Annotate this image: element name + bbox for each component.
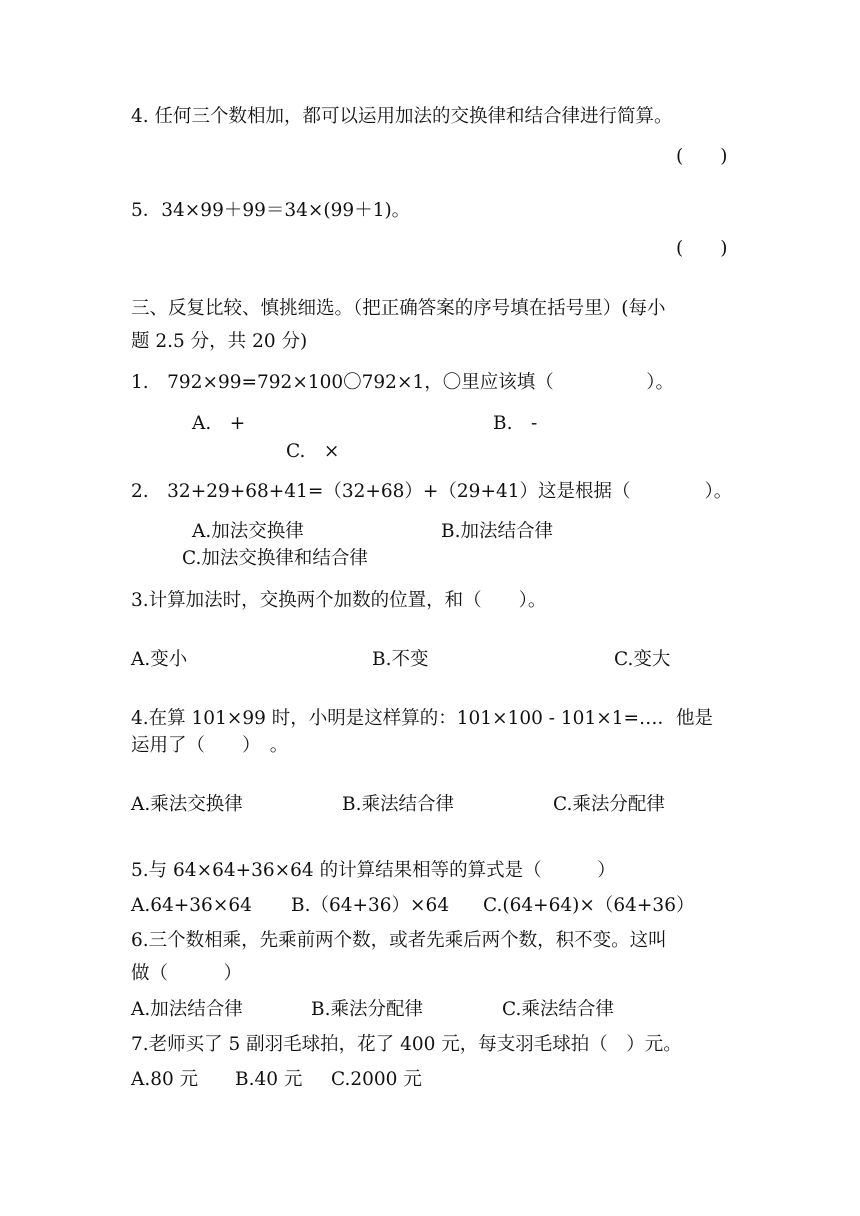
section3-title-line1: 三、反复比较、慎挑细选。（把正确答案的序号填在括号里）(每小 <box>131 298 666 319</box>
mc-q5-stem: 5.与 64×64+36×64 的计算结果相等的算式是（ ） <box>131 860 616 881</box>
mc-q6-option-a[interactable]: A.加法结合律 <box>131 999 243 1020</box>
mc-q3-stem: 3.计算加法时，交换两个加数的位置，和（ ）。 <box>131 590 547 611</box>
mc-q4-option-a[interactable]: A.乘法交换律 <box>131 794 243 815</box>
section3-title-line2: 题 2.5 分，共 20 分) <box>131 331 308 352</box>
judgement-q4-answer-bracket[interactable]: ( ) <box>676 146 728 167</box>
mc-q3-option-a[interactable]: A.变小 <box>131 649 188 670</box>
mc-q2-option-b[interactable]: B.加法结合律 <box>441 521 553 542</box>
mc-q1-option-c[interactable]: C. × <box>286 441 340 462</box>
mc-q5-option-b[interactable]: B.（64+36）×64 <box>291 895 450 916</box>
mc-q3-option-c[interactable]: C.变大 <box>614 649 671 670</box>
mc-q3-option-b[interactable]: B.不变 <box>372 649 429 670</box>
mc-q1-option-a[interactable]: A. + <box>192 413 246 434</box>
mc-q7-option-b[interactable]: B.40 元 <box>235 1069 303 1090</box>
mc-q4-option-c[interactable]: C.乘法分配律 <box>553 794 665 815</box>
mc-q4-stem-line2: 运用了（ ） 。 <box>131 735 289 756</box>
judgement-q5-answer-bracket[interactable]: ( ) <box>676 238 728 259</box>
mc-q6-option-b[interactable]: B.乘法分配律 <box>311 999 423 1020</box>
judgement-q5-text: 5．34×99＋99＝34×(99＋1)。 <box>131 200 411 221</box>
mc-q6-stem-line2: 做（ ） <box>131 963 243 984</box>
mc-q4-option-b[interactable]: B.乘法结合律 <box>342 794 454 815</box>
mc-q5-option-a[interactable]: A.64+36×64 <box>131 895 252 916</box>
mc-q1-option-b[interactable]: B. - <box>493 413 538 434</box>
mc-q7-option-a[interactable]: A.80 元 <box>131 1069 199 1090</box>
mc-q2-stem: 2. 32+29+68+41=（32+68）+（29+41）这是根据（ ）。 <box>131 481 733 502</box>
mc-q4-stem-line1: 4.在算 101×99 时，小明是这样算的：101×100 - 101×1=…．他是 <box>131 708 713 729</box>
judgement-q4-text: 4. 任何三个数相加，都可以运用加法的交换律和结合律进行简算。 <box>131 106 673 127</box>
mc-q5-option-c[interactable]: C.(64+64)×（64+36） <box>483 895 695 916</box>
mc-q7-stem: 7.老师买了 5 副羽毛球拍，花了 400 元，每支羽毛球拍（ ）元。 <box>131 1034 682 1055</box>
mc-q7-option-c[interactable]: C.2000 元 <box>331 1069 422 1090</box>
mc-q1-stem: 1. 792×99=792×100〇792×1，〇里应该填（ ）。 <box>131 372 674 393</box>
mc-q2-option-c[interactable]: C.加法交换律和结合律 <box>182 548 368 569</box>
mc-q2-option-a[interactable]: A.加法交换律 <box>192 521 304 542</box>
mc-q6-option-c[interactable]: C.乘法结合律 <box>502 999 614 1020</box>
mc-q6-stem-line1: 6.三个数相乘，先乘前两个数，或者先乘后两个数，积不变。这叫 <box>131 930 667 951</box>
